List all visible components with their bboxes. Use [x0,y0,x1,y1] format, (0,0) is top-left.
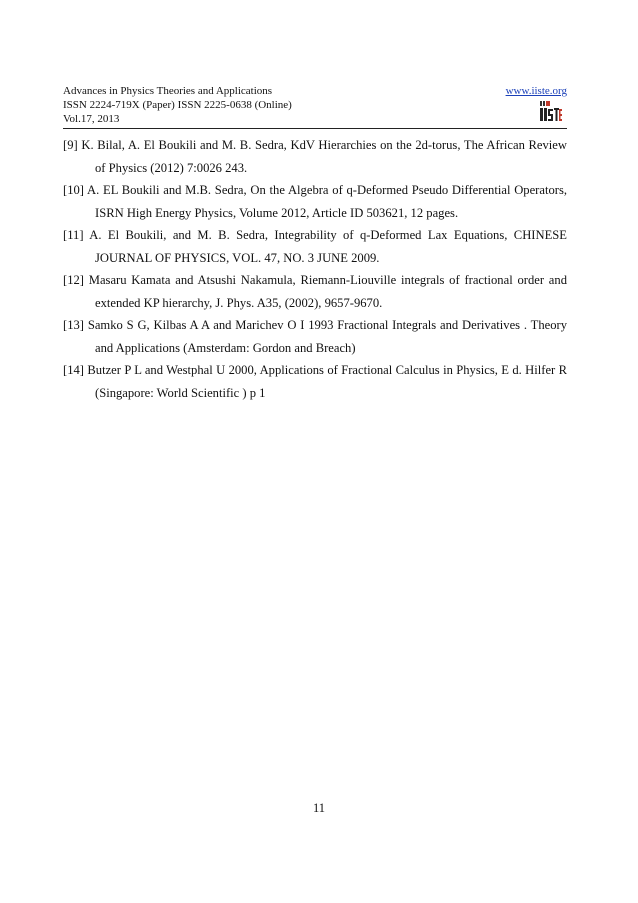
reference-item [63,359,567,404]
reference-item [63,134,567,179]
running-header [63,84,567,128]
reference-text: A. El Boukili, and M. B. Sedra, Integrability of q-Deformed Lax Equations, CHINESE JOURNAL OF PHYSICS, VOL. 47, NO. 3 JUNE 2009. [89,228,567,265]
volume-line: Vol.17, 2013 [63,113,120,125]
reference-number: [9] [63,138,78,152]
iiste-logo [539,100,563,122]
reference-number: [12] [63,273,84,287]
header-left-block [63,84,292,126]
reference-number: [13] [63,318,84,332]
reference-item [63,224,567,269]
reference-item [63,314,567,359]
reference-text: K. Bilal, A. El Boukili and M. B. Sedra, KdV Hierarchies on the 2d-torus, The African Review of Physics (2012) 7:0026 243. [81,138,567,175]
reference-text: A. EL Boukili and M.B. Sedra, On the Algebra of q-Deformed Pseudo Differential Operators, ISRN High Energy Physics, Volume 2012, Article ID 503621, 12 pages. [87,183,567,220]
reference-text: Masaru Kamata and Atsushi Nakamula, Riemann-Liouville integrals of fractional order and extended KP hierarchy, J. Phys. A35, (2002), 9657-9670. [88,273,567,310]
reference-item [63,269,567,314]
reference-number: [14] [63,363,84,377]
journal-url-link[interactable]: www.iiste.org [505,85,567,97]
header-divider [63,128,567,129]
reference-item [63,179,567,224]
iiste-logo-icon [539,100,563,122]
journal-title: Advances in Physics Theories and Applications [63,85,273,97]
issn-line: ISSN 2224-719X (Paper) ISSN 2225-0638 (Online) [63,99,292,111]
reference-text: Samko S G, Kilbas A A and Marichev O I 1993 Fractional Integrals and Derivatives . Theory and Applications (Amsterdam: Gordon and Breach) [87,318,567,355]
reference-list [63,134,567,404]
reference-number: [11] [63,228,84,242]
reference-number: [10] [63,183,84,197]
reference-text: Butzer P L and Westphal U 2000, Applications of Fractional Calculus in Physics, E d. Hilfer R (Singapore: World Scientific ) p 1 [87,363,568,400]
page-number: 11 [312,801,326,815]
